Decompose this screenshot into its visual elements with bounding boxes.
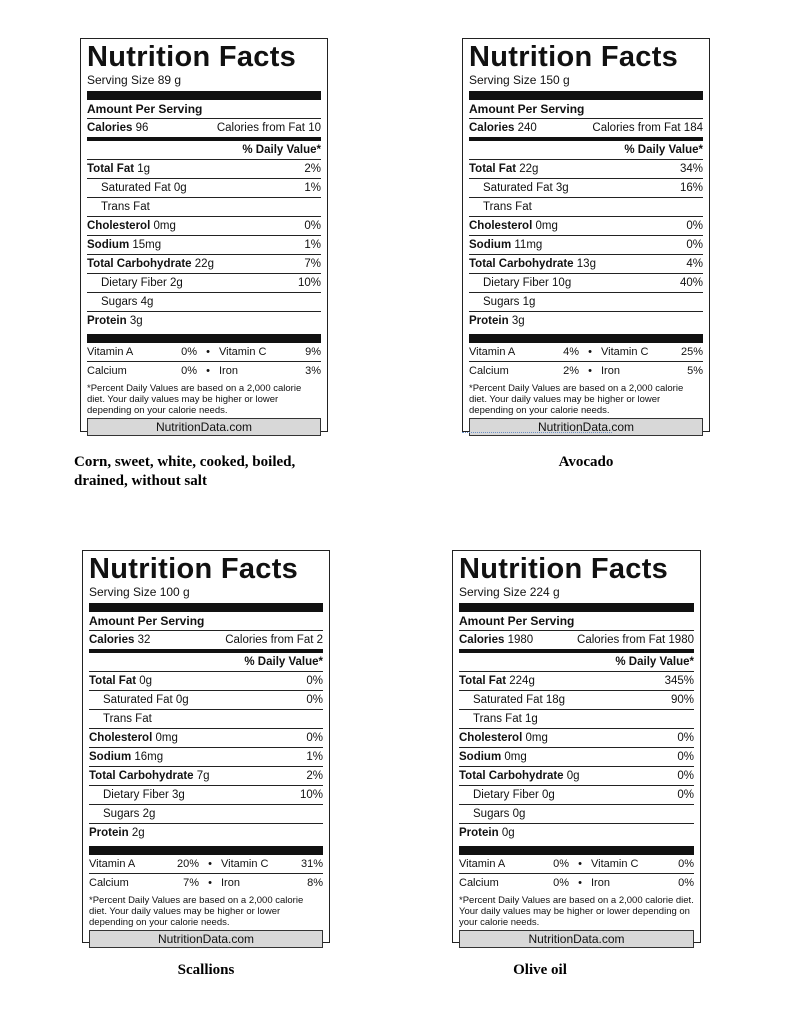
vitamin-name: Calcium	[469, 364, 509, 377]
nutrient-amount: 18g	[545, 694, 566, 706]
nutrient-name-group	[469, 218, 558, 234]
nutrient-amount: 3g	[129, 315, 143, 327]
nutrient-amount: 22g	[519, 163, 539, 175]
serving-size: Serving Size 100 g	[89, 585, 190, 599]
nutrient-name: Dietary Fiber	[483, 277, 549, 289]
nutrient-row-trans-fat	[89, 710, 323, 729]
vitamin-pct: 5%	[687, 364, 703, 377]
nutrient-daily-pct: 1%	[304, 239, 321, 251]
calories-from-fat: Calories from Fat 10	[216, 122, 321, 134]
nutrient-row-sugars	[89, 805, 323, 824]
nutrient-amount: 10g	[552, 277, 572, 289]
nutrient-name: Cholesterol	[89, 732, 153, 744]
amount-per-serving: Amount Per Serving	[89, 612, 323, 631]
amount-per-serving: Amount Per Serving	[87, 100, 321, 119]
nutrient-name: Dietary Fiber	[101, 277, 167, 289]
nutrient-daily-pct: 0%	[686, 239, 703, 251]
nutrient-name: Trans Fat	[101, 201, 150, 213]
vitamin-name: Calcium	[89, 876, 129, 889]
nutrient-name-group	[101, 275, 183, 291]
vitamin-name: Calcium	[459, 876, 499, 889]
nutrient-name: Saturated Fat	[483, 182, 553, 194]
nutrient-name: Protein	[87, 315, 127, 327]
nutrient-name-group	[103, 806, 155, 822]
calories-label-group	[87, 120, 148, 136]
nutrient-row-sugars	[459, 805, 694, 824]
vitamin-row	[87, 343, 321, 362]
vitamin-pct: 0%	[678, 857, 694, 870]
nutrient-row-sodium	[469, 236, 703, 255]
nutrient-name-group	[473, 692, 565, 708]
vitamin-pct: 3%	[305, 364, 321, 377]
nutrient-name: Total Fat	[87, 163, 135, 175]
nutrient-amount: 2g	[131, 827, 145, 839]
vitamin-name: Vitamin A	[87, 345, 134, 358]
nutrient-row-total-fat	[87, 160, 321, 179]
nutrient-daily-pct: 10%	[299, 789, 323, 801]
nutrient-amount: 224g	[509, 675, 535, 687]
vitamin-name: Vitamin A	[469, 345, 516, 358]
vitamin-row	[469, 362, 703, 380]
nutrient-name-group	[473, 711, 538, 727]
nutrient-amount: 22g	[194, 258, 214, 270]
nutrient-daily-pct: 10%	[297, 277, 321, 289]
nutrient-daily-pct: 40%	[679, 277, 703, 289]
nutrient-row-saturated-fat	[469, 179, 703, 198]
nutrient-amount: 0mg	[535, 220, 558, 232]
nutrient-row-saturated-fat	[87, 179, 321, 198]
nutrient-name-group	[469, 237, 542, 253]
nutrient-name: Sugars	[483, 296, 520, 308]
vitamin-pct: 0%	[553, 857, 569, 870]
nutrient-row-saturated-fat	[459, 691, 694, 710]
source-link[interactable]: NutritionData.com	[469, 418, 703, 436]
vitamin-name: Calcium	[87, 364, 127, 377]
bullet-separator: •	[206, 345, 210, 358]
nutrient-daily-pct: 0%	[304, 220, 321, 232]
nutrient-row-dietary-fiber	[89, 786, 323, 805]
calories-label-group	[459, 632, 533, 648]
nutrient-amount: 0g	[139, 675, 153, 687]
nutrient-row-sugars	[469, 293, 703, 312]
nutrient-amount: 0g	[542, 789, 555, 801]
nutrition-label	[452, 550, 701, 946]
nutrient-amount: 2g	[170, 277, 183, 289]
thick-divider	[469, 91, 703, 100]
nutrient-daily-pct: 1%	[306, 751, 323, 763]
nutrient-name: Total Fat	[89, 675, 137, 687]
nutrient-name-group	[459, 730, 548, 746]
nutrient-row-sodium	[89, 748, 323, 767]
nutrient-name-group	[87, 237, 161, 253]
vitamin-name: Iron	[221, 876, 240, 889]
vitamin-name: Vitamin C	[221, 857, 269, 870]
vitamin-row	[89, 874, 323, 892]
nutrient-row-saturated-fat	[89, 691, 323, 710]
nutrient-name-group	[101, 180, 187, 196]
food-caption: Corn, sweet, white, cooked, boiled, drained, without salt	[74, 454, 296, 489]
thick-divider	[89, 603, 323, 612]
nutrient-row-total-fat	[459, 672, 694, 691]
vitamin-pct: 0%	[181, 345, 197, 358]
nutrient-row-dietary-fiber	[469, 274, 703, 293]
nutrient-name: Total Carbohydrate	[87, 258, 192, 270]
nutrient-name-group	[473, 787, 555, 803]
nutrient-name: Sodium	[469, 239, 512, 251]
nutrient-name: Sugars	[103, 808, 140, 820]
nutrient-amount: 7g	[196, 770, 210, 782]
nutrient-name-group	[87, 218, 176, 234]
nutrient-amount: 1g	[137, 163, 151, 175]
nutrient-row-dietary-fiber	[459, 786, 694, 805]
calories-label: Calories	[87, 122, 133, 134]
nutrient-name-group	[89, 730, 178, 746]
bullet-separator: •	[578, 876, 582, 889]
vitamin-row	[459, 874, 694, 892]
daily-value-header: % Daily Value*	[459, 653, 694, 672]
bullet-separator: •	[208, 876, 212, 889]
nutrient-daily-pct: 0%	[306, 675, 323, 687]
nutrient-name-group	[483, 199, 532, 215]
vitamin-pct: 0%	[553, 876, 569, 889]
thick-divider	[89, 846, 323, 855]
nutrient-name-group	[483, 294, 535, 310]
nutrient-name-group	[89, 768, 210, 784]
nutrient-name: Sodium	[459, 751, 502, 763]
vitamin-row	[87, 362, 321, 380]
nutrient-row-sodium	[87, 236, 321, 255]
vitamin-pct: 4%	[563, 345, 579, 358]
food-caption: Scallions	[177, 962, 235, 978]
nutrient-daily-pct: 0%	[677, 732, 694, 744]
calories-value: 1980	[507, 634, 534, 646]
vitamin-pct: 20%	[176, 857, 199, 870]
nutrient-name-group	[89, 673, 152, 689]
nutrient-daily-pct: 4%	[686, 258, 703, 270]
vitamin-pct: 25%	[680, 345, 703, 358]
vitamin-name: Iron	[219, 364, 238, 377]
vitamin-name: Vitamin A	[89, 857, 136, 870]
nutrient-name: Saturated Fat	[101, 182, 171, 194]
serving-size: Serving Size 89 g	[87, 73, 182, 87]
nutrient-amount: 1g	[524, 713, 538, 725]
nutrient-row-trans-fat	[469, 198, 703, 217]
nutrient-row-protein	[87, 312, 321, 330]
nutrient-name-group	[459, 749, 527, 765]
calories-row	[459, 631, 694, 649]
nutrient-amount: 13g	[576, 258, 596, 270]
calories-label: Calories	[459, 634, 505, 646]
bullet-separator: •	[578, 857, 582, 870]
nutrient-row-total-carbohydrate	[469, 255, 703, 274]
vitamin-pct: 0%	[181, 364, 197, 377]
label-title: Nutrition Facts	[469, 41, 679, 73]
nutrient-row-trans-fat	[459, 710, 694, 729]
nutrient-name-group	[459, 673, 535, 689]
stray-dotted-line	[462, 432, 612, 436]
nutrient-name: Dietary Fiber	[473, 789, 539, 801]
amount-per-serving: Amount Per Serving	[469, 100, 703, 119]
nutrient-daily-pct: 7%	[304, 258, 321, 270]
calories-from-fat: Calories from Fat 1980	[577, 634, 694, 646]
nutrient-daily-pct: 0%	[677, 770, 694, 782]
footnote: *Percent Daily Values are based on a 2,000 calorie diet. Your daily values may be higher or lower depending on your calorie needs.	[469, 383, 684, 416]
calories-label-group	[89, 632, 150, 648]
nutrient-row-cholesterol	[87, 217, 321, 236]
nutrient-row-cholesterol	[469, 217, 703, 236]
nutrient-amount: 0g	[175, 694, 189, 706]
nutrient-amount: 0mg	[504, 751, 527, 763]
vitamin-pct: 8%	[307, 876, 323, 889]
bullet-separator: •	[588, 345, 592, 358]
calories-value: 32	[137, 634, 151, 646]
nutrient-name-group	[483, 180, 569, 196]
nutrient-amount: 2g	[142, 808, 156, 820]
nutrient-name: Trans Fat	[103, 713, 152, 725]
serving-size: Serving Size 150 g	[469, 73, 570, 87]
footnote: *Percent Daily Values are based on a 2,000 calorie diet. Your daily values may be higher or lower depending on your calorie needs.	[87, 383, 302, 416]
calories-row	[89, 631, 323, 649]
bullet-separator: •	[588, 364, 592, 377]
nutrient-name: Trans Fat	[473, 713, 522, 725]
nutrient-daily-pct: 1%	[304, 182, 321, 194]
source-link[interactable]: NutritionData.com	[87, 418, 321, 436]
nutrient-amount: 1g	[522, 296, 536, 308]
nutrient-daily-pct: 2%	[304, 163, 321, 175]
nutrient-row-total-carbohydrate	[87, 255, 321, 274]
footnote: *Percent Daily Values are based on a 2,000 calorie diet. Your daily values may be higher or lower depending on your calorie needs.	[89, 895, 304, 928]
nutrient-amount: 11mg	[514, 239, 543, 251]
vitamin-name: Iron	[591, 876, 610, 889]
nutrition-label	[462, 38, 710, 432]
nutrient-name-group	[469, 256, 596, 272]
nutrient-amount: 3g	[172, 789, 185, 801]
nutrient-name: Total Fat	[469, 163, 517, 175]
nutrient-daily-pct: 0%	[306, 732, 323, 744]
nutrient-name: Total Carbohydrate	[89, 770, 194, 782]
vitamin-name: Iron	[601, 364, 620, 377]
nutrient-daily-pct: 90%	[670, 694, 694, 706]
nutrient-row-sodium	[459, 748, 694, 767]
nutrient-row-protein	[459, 824, 694, 842]
bullet-separator: •	[208, 857, 212, 870]
nutrient-name: Sodium	[87, 239, 130, 251]
nutrient-name-group	[103, 711, 152, 727]
label-title: Nutrition Facts	[89, 553, 299, 585]
nutrient-name-group	[103, 692, 189, 708]
nutrient-name-group	[483, 275, 571, 291]
nutrient-name-group	[469, 161, 538, 177]
nutrition-label	[82, 550, 330, 946]
nutrient-name-group	[101, 199, 150, 215]
nutrient-row-sugars	[87, 293, 321, 312]
nutrient-row-protein	[469, 312, 703, 330]
serving-size: Serving Size 224 g	[459, 585, 560, 599]
calories-row	[469, 119, 703, 137]
food-caption: Avocado	[558, 454, 614, 470]
daily-value-header: % Daily Value*	[469, 141, 703, 160]
nutrient-name: Trans Fat	[483, 201, 532, 213]
nutrient-name: Saturated Fat	[103, 694, 173, 706]
nutrient-name: Protein	[459, 827, 499, 839]
calories-label: Calories	[89, 634, 135, 646]
nutrient-name-group	[103, 787, 185, 803]
nutrient-name: Protein	[89, 827, 129, 839]
nutrient-name-group	[87, 256, 214, 272]
vitamin-pct: 2%	[563, 364, 579, 377]
nutrient-daily-pct: 345%	[664, 675, 694, 687]
nutrient-name: Protein	[469, 315, 509, 327]
vitamin-row	[469, 343, 703, 362]
vitamin-pct: 9%	[305, 345, 321, 358]
vitamin-row	[89, 855, 323, 874]
food-caption: Olive oil	[513, 962, 567, 978]
nutrient-name: Cholesterol	[469, 220, 533, 232]
nutrient-amount: 0mg	[155, 732, 178, 744]
vitamin-pct: 31%	[300, 857, 323, 870]
footnote: *Percent Daily Values are based on a 2,000 calorie diet. Your daily values may be higher or lower depending on your calorie needs.	[459, 895, 694, 928]
nutrient-name: Total Carbohydrate	[469, 258, 574, 270]
nutrient-row-protein	[89, 824, 323, 842]
nutrient-name-group	[87, 313, 143, 329]
thick-divider	[469, 334, 703, 343]
nutrient-name-group	[473, 806, 525, 822]
nutrient-amount: 16mg	[134, 751, 164, 763]
nutrient-row-cholesterol	[89, 729, 323, 748]
nutrition-label	[80, 38, 328, 432]
vitamin-name: Vitamin C	[219, 345, 267, 358]
nutrient-daily-pct: 0%	[686, 220, 703, 232]
nutrient-name-group	[469, 313, 525, 329]
nutrient-row-total-carbohydrate	[89, 767, 323, 786]
nutrient-name-group	[89, 825, 145, 841]
vitamin-name: Vitamin A	[459, 857, 506, 870]
vitamin-row	[459, 855, 694, 874]
vitamin-name: Vitamin C	[601, 345, 649, 358]
nutrient-daily-pct: 2%	[306, 770, 323, 782]
nutrient-name: Sugars	[473, 808, 510, 820]
calories-label: Calories	[469, 122, 515, 134]
nutrient-name: Total Carbohydrate	[459, 770, 564, 782]
vitamin-pct: 7%	[183, 876, 199, 889]
nutrient-row-total-fat	[89, 672, 323, 691]
thick-divider	[87, 334, 321, 343]
label-title: Nutrition Facts	[87, 41, 297, 73]
daily-value-header: % Daily Value*	[87, 141, 321, 160]
nutrient-row-total-carbohydrate	[459, 767, 694, 786]
vitamin-name: Vitamin C	[591, 857, 639, 870]
nutrient-name: Sodium	[89, 751, 132, 763]
calories-from-fat: Calories from Fat 2	[225, 634, 323, 646]
nutrient-name-group	[89, 749, 163, 765]
nutrient-daily-pct: 0%	[677, 789, 694, 801]
nutrient-name: Total Fat	[459, 675, 507, 687]
nutrient-amount: 0g	[501, 827, 515, 839]
nutrient-name-group	[459, 768, 580, 784]
nutrient-daily-pct: 16%	[679, 182, 703, 194]
nutrient-row-cholesterol	[459, 729, 694, 748]
bullet-separator: •	[206, 364, 210, 377]
nutrient-row-total-fat	[469, 160, 703, 179]
nutrient-amount: 3g	[511, 315, 525, 327]
nutrient-name: Saturated Fat	[473, 694, 543, 706]
nutrient-amount: 0g	[512, 808, 526, 820]
amount-per-serving: Amount Per Serving	[459, 612, 694, 631]
thick-divider	[459, 603, 694, 612]
calories-value: 96	[135, 122, 149, 134]
nutrient-amount: 15mg	[132, 239, 162, 251]
calories-from-fat: Calories from Fat 184	[592, 122, 703, 134]
nutrient-name-group	[87, 161, 150, 177]
nutrient-name: Sugars	[101, 296, 138, 308]
nutrient-amount: 0mg	[525, 732, 548, 744]
calories-row	[87, 119, 321, 137]
thick-divider	[87, 91, 321, 100]
calories-label-group	[469, 120, 537, 136]
nutrient-amount: 3g	[555, 182, 569, 194]
nutrient-amount: 0mg	[153, 220, 176, 232]
nutrient-name-group	[101, 294, 153, 310]
nutrient-name: Cholesterol	[459, 732, 523, 744]
source-link[interactable]: NutritionData.com	[459, 930, 694, 948]
nutrient-daily-pct: 0%	[306, 694, 323, 706]
label-title: Nutrition Facts	[459, 553, 669, 585]
nutrient-row-trans-fat	[87, 198, 321, 217]
nutrient-amount: 0g	[566, 770, 580, 782]
nutrient-amount: 4g	[140, 296, 154, 308]
nutrient-daily-pct: 0%	[677, 751, 694, 763]
nutrient-amount: 0g	[173, 182, 187, 194]
vitamin-pct: 0%	[678, 876, 694, 889]
nutrient-name: Cholesterol	[87, 220, 151, 232]
source-link[interactable]: NutritionData.com	[89, 930, 323, 948]
nutrient-daily-pct: 34%	[679, 163, 703, 175]
thick-divider	[459, 846, 694, 855]
nutrient-name-group	[459, 825, 515, 841]
nutrient-row-dietary-fiber	[87, 274, 321, 293]
calories-value: 240	[517, 122, 537, 134]
daily-value-header: % Daily Value*	[89, 653, 323, 672]
nutrient-name: Dietary Fiber	[103, 789, 169, 801]
